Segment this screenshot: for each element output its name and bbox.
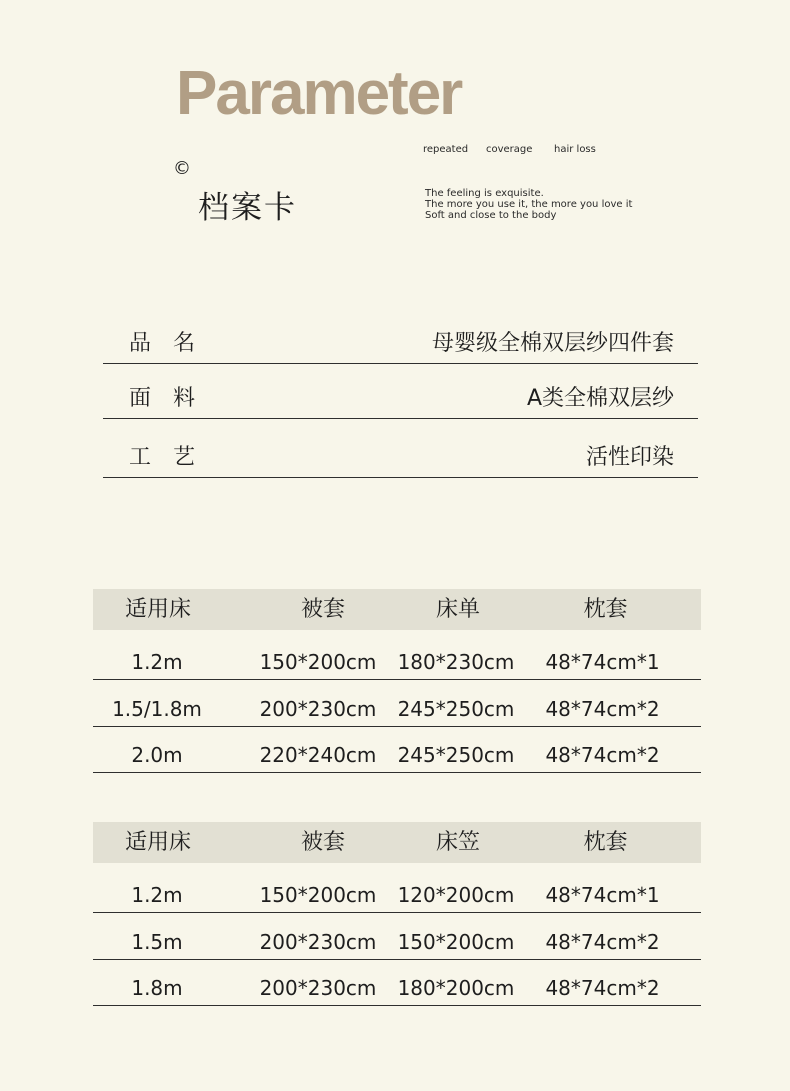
table-cell: 48*74cm*1 [545,650,660,674]
table-cell: 220*240cm [259,743,377,767]
table-row [93,913,701,960]
blurb-line: The feeling is exquisite. [425,188,544,199]
tag-repeated: repeated [423,144,469,155]
table-cell: 1.5m [131,930,183,954]
spec-row-product-name [103,307,698,364]
blurb-text [425,188,632,221]
spec-row-fabric [103,362,698,419]
table-cell: 180*200cm [397,976,515,1000]
header-cell: 被套 [300,597,345,622]
table-cell: 1.5/1.8m [112,697,202,721]
table-cell: 150*200cm [259,650,377,674]
table-cell: 150*200cm [397,930,515,954]
table-cell: 1.2m [131,650,183,674]
header-cell: 床笠 [435,830,480,855]
size-table-sheet [93,589,701,773]
tag-coverage: coverage [486,144,533,155]
table-cell: 48*74cm*2 [545,976,660,1000]
table-cell: 48*74cm*2 [545,930,660,954]
page-title: Parameter [176,59,462,128]
table-cell: 1.8m [131,976,183,1000]
table-cell: 200*230cm [259,697,377,721]
table-header [93,589,701,630]
header-cell: 床单 [435,597,480,622]
table-cell: 150*200cm [259,883,377,907]
table-cell: 2.0m [131,743,183,767]
tag-hair-loss: hair loss [554,144,596,155]
table-row [93,726,701,773]
table-cell: 245*250cm [397,743,515,767]
blurb-line: Soft and close to the body [425,210,557,221]
blurb-line: The more you use it, the more you love it [425,199,633,210]
spec-value: 活性印染 [585,445,674,470]
table-cell: 48*74cm*2 [545,743,660,767]
spec-value: 母婴级全棉双层纱四件套 [431,331,674,356]
spec-label: 品名 [129,331,218,356]
header-cell: 被套 [300,830,345,855]
table-row [93,866,701,913]
table-cell: 245*250cm [397,697,515,721]
table-row [93,680,701,727]
table-cell: 200*230cm [259,930,377,954]
table-cell: 180*230cm [397,650,515,674]
table-cell: 200*230cm [259,976,377,1000]
header-cell: 枕套 [583,830,628,855]
header-cell: 枕套 [583,597,628,622]
spec-label: 工艺 [129,445,218,470]
size-table-fitted-sheet [93,822,701,1006]
header-cell: 适用床 [124,597,191,622]
copyright-icon: © [173,158,191,179]
spec-row-process [103,421,698,478]
table-cell: 1.2m [131,883,183,907]
table-cell: 48*74cm*1 [545,883,660,907]
page-subtitle: 档案卡 [198,190,297,226]
spec-value: A类全棉双层纱 [526,386,674,411]
table-row [93,959,701,1006]
spec-label: 面料 [129,386,218,411]
table-row [93,633,701,680]
table-header [93,822,701,863]
table-cell: 48*74cm*2 [545,697,660,721]
table-cell: 120*200cm [397,883,515,907]
header-cell: 适用床 [124,830,191,855]
